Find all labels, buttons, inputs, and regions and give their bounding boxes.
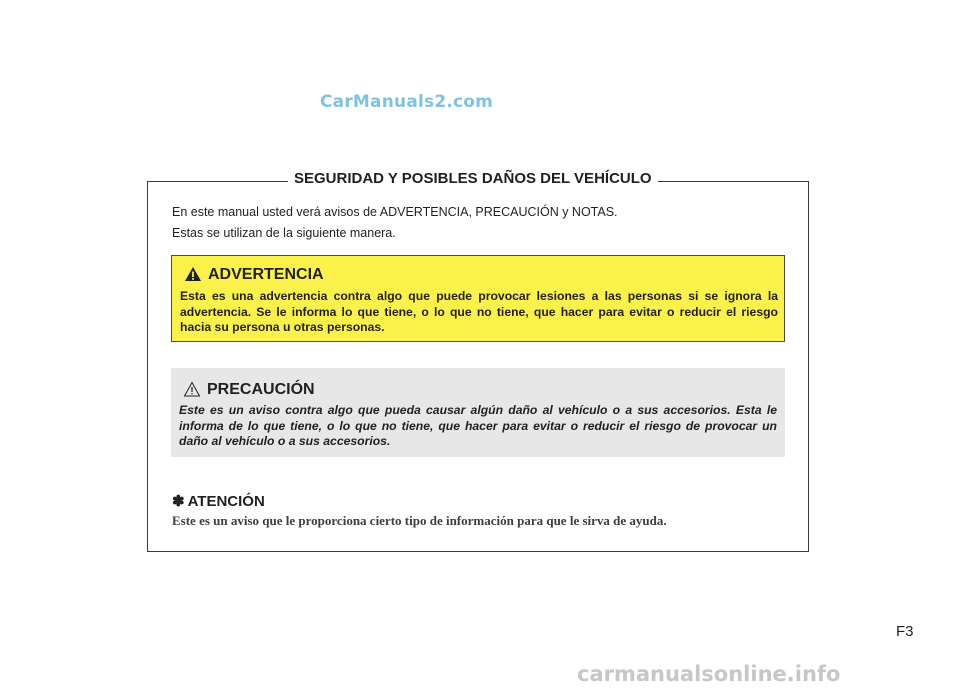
warning-triangle-icon xyxy=(184,266,202,282)
star-icon: ✽ xyxy=(172,493,185,510)
note-title: ATENCIÓN xyxy=(187,493,265,510)
intro-line-1: En este manual usted verá avisos de ADVERTENCIA, PRECAUCIÓN y NOTAS. xyxy=(172,205,618,219)
warning-title: ADVERTENCIA xyxy=(208,266,324,283)
caution-triangle-icon xyxy=(183,381,201,397)
caution-title: PRECAUCIÓN xyxy=(207,381,315,398)
page-number: F3 xyxy=(896,623,914,640)
note-heading xyxy=(172,492,265,510)
intro-line-2: Estas se utilizan de la siguiente manera. xyxy=(172,226,396,240)
caution-text: Este es un aviso contra algo que pueda causar algún daño al vehículo o a sus accesorios. Esta le informa de lo que tiene, o lo que no tiene, que hacer para evitar o reducir el riesgo de provocar un daño al vehículo o a sus accesorios. xyxy=(179,403,777,448)
warning-text: Esta es una advertencia contra algo que puede provocar lesiones a las personas si se ignora la advertencia. Se le informa lo que tiene, o lo que no tiene, que hacer para evitar o reducir el riesgo hacia su persona u otras personas. xyxy=(180,289,778,334)
note-text: Este es un aviso que le proporciona cierto tipo de información para que le sirva de ayuda. xyxy=(172,513,667,528)
watermark-carmanualsonline: carmanualsonline.info xyxy=(577,662,841,686)
section-title: SEGURIDAD Y POSIBLES DAÑOS DEL VEHÍCULO xyxy=(288,170,658,187)
warning-box xyxy=(171,255,785,342)
caution-box xyxy=(171,368,785,457)
watermark-carmanuals2: CarManuals2.com xyxy=(320,92,494,112)
